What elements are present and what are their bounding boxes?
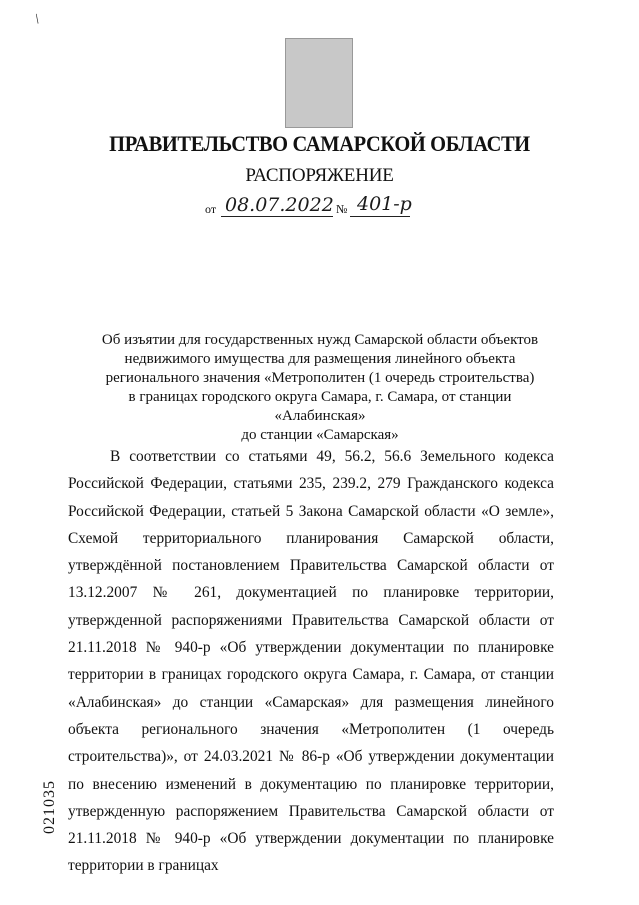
serial-number-text: 021035 xyxy=(41,780,58,834)
subject-line: недвижимого имущества для размещения линейного объекта xyxy=(124,351,516,367)
handwritten-number: 401-р xyxy=(357,193,412,215)
subject-heading xyxy=(90,331,550,445)
date-number-line xyxy=(205,194,465,220)
number-prefix: № xyxy=(336,202,348,216)
subject-line: регионального значения «Метрополитен (1 очередь строительства) xyxy=(105,370,535,386)
handwritten-date: 08.07.2022 xyxy=(225,194,334,216)
subject-line: Об изъятии для государственных нужд Самарской области объектов xyxy=(101,332,539,348)
body-text xyxy=(68,443,554,880)
body-paragraph: В соответствии со статьями 49, 56.2, 56.6 Земельного кодекса Российской Федерации, статьями 235, 239.2, 279 Гражданского кодекса Российской Федерации, статьей 5 Закона Самарской области «О земле», Схемой территориального планирования Самарской области, утверждённой постановлением Правительства Самарской области от 13.12.2007 № 261, документацией по планировке территории, утвержденной распоряжениями Правительства Самарской области от 21.11.2018 № 940-р «Об утверждении документации по планировке территории в границах городского округа Самара, г. Самара, от станции «Алабинская» до станции «Самарская» для размещения линейного объекта регионального значения «Метрополитен (1 очередь строительства)», от 24.03.2021 № 86-р «Об утверждении документации по внесению изменений в документацию по планировке территории, утвержденную распоряжением Правительства Самарской области от 21.11.2018 № 940-р «Об утверждении документации по планировке территории в границах xyxy=(68,448,554,875)
corner-mark: / xyxy=(32,12,44,28)
subject-line: до станции «Самарская» xyxy=(241,427,399,443)
date-prefix: от xyxy=(205,202,217,216)
organization-title: ПРАВИТЕЛЬСТВО САМАРСКОЙ ОБЛАСТИ xyxy=(109,131,530,156)
side-serial-number xyxy=(34,766,66,854)
subject-line: в границах городского округа Самара, г. Самара, от станции «Алабинская» xyxy=(128,389,512,424)
coat-of-arms-emblem xyxy=(285,38,353,128)
document-type: РАСПОРЯЖЕНИЕ xyxy=(245,165,394,186)
